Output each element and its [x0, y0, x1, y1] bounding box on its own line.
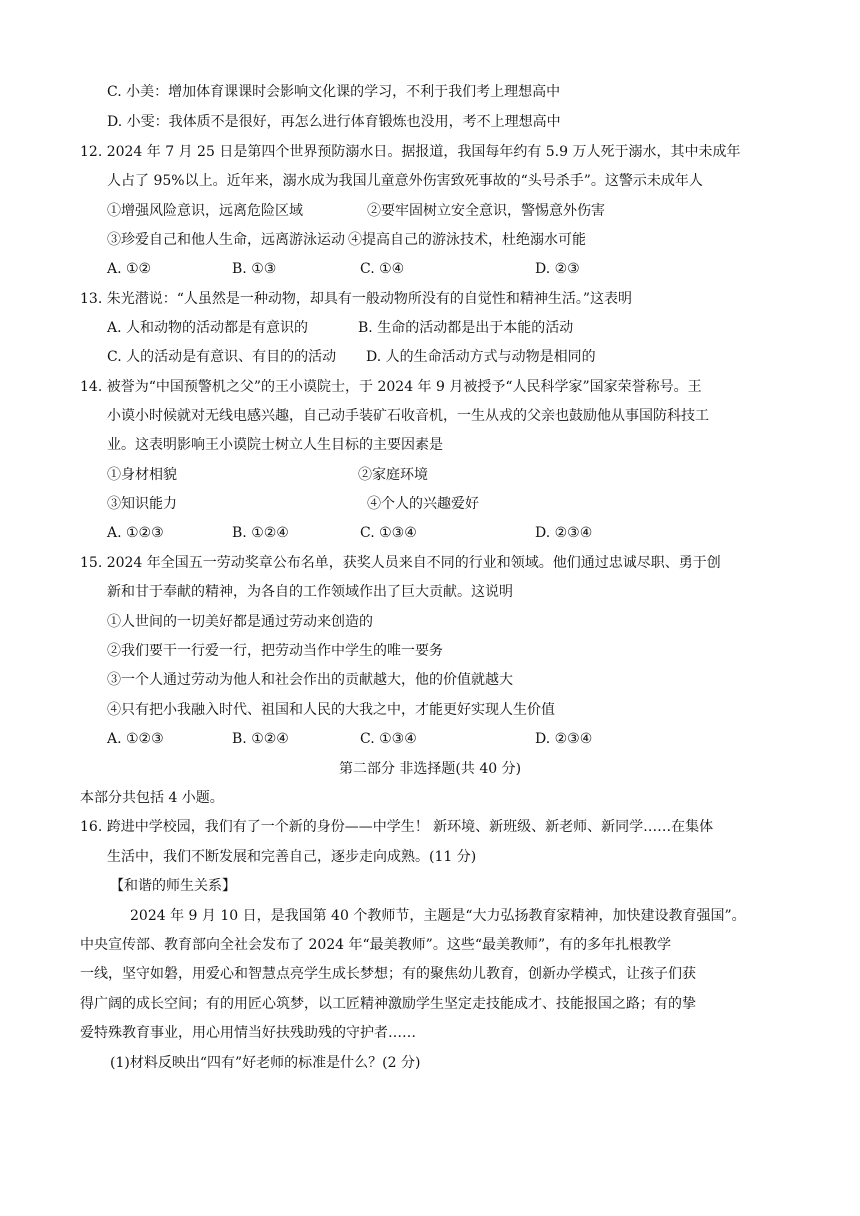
q14-statement-1: ①身材相貌: [107, 467, 177, 483]
q16-subquestion-1: (1)材料反映出“四有”好老师的标准是什么？(2 分): [110, 1055, 421, 1071]
q15-statement-1: ①人世间的一切美好都是通过劳动来创造的: [107, 614, 373, 630]
q14-option-d: D. ②③④: [535, 525, 593, 541]
q14-stem-line3: 业。这表明影响王小谟院士树立人生目标的主要因素是: [107, 437, 443, 453]
q13-option-d: D. 人的生命活动方式与动物是相同的: [366, 349, 596, 365]
q16-stem-line2: 生活中，我们不断发展和完善自己，逐步走向成熟。(11 分): [107, 849, 477, 865]
q14-statement-3: ③知识能力: [107, 496, 177, 512]
q12-option-b: B. ①③: [232, 261, 277, 277]
q16-material-line4: 得广阔的成长空间；有的用匠心筑梦，以工匠精神激励学生坚定走技能成才、技能报国之路；有的挚: [80, 996, 696, 1012]
q15-statement-3: ③一个人通过劳动为他人和社会作出的贡献越大，他的价值就越大: [107, 672, 513, 688]
q15-option-b: B. ①②④: [232, 731, 289, 747]
q15-option-d: D. ②③④: [535, 731, 593, 747]
q16-material-line5: 爱特殊教育事业，用心用情当好扶残助残的守护者……: [80, 1025, 416, 1041]
q12-option-a: A. ①②: [107, 261, 152, 277]
q12-option-c: C. ①④: [360, 261, 405, 277]
q14-statement-2: ②家庭环境: [358, 467, 428, 483]
q16-material-line3: 一线，坚守如磐，用爱心和智慧点亮学生成长梦想；有的聚焦幼儿教育，创新办学模式，让孩子们获: [80, 966, 696, 982]
q12-statement-1: ①增强风险意识，远离危险区域: [107, 203, 303, 219]
q12-statement-4: ④提高自己的游泳技术，杜绝溺水可能: [348, 232, 586, 248]
q15-option-a: A. ①②③: [107, 731, 164, 747]
q12-option-d: D. ②③: [535, 261, 580, 277]
q12-stem-line2: 人占了 95%以上。近年来，溺水成为我国儿童意外伤害致死事故的“头号杀手”。这警示未成年人: [107, 173, 703, 189]
q13-option-c: C. 人的活动是有意识、有目的的活动: [107, 349, 337, 365]
q14-option-c: C. ①③④: [360, 525, 417, 541]
q13-stem: 13. 朱光潜说：“人虽然是一种动物，却具有一般动物所没有的自觉性和精神生活。”这表明: [80, 291, 633, 307]
part2-intro: 本部分共包括 4 小题。: [80, 790, 224, 806]
q11-option-c: C. 小美：增加体育课课时会影响文化课的学习，不利于我们考上理想高中: [107, 84, 561, 100]
q13-option-a: A. 人和动物的活动都是有意识的: [107, 320, 309, 336]
q15-option-c: C. ①③④: [360, 731, 417, 747]
q16-material-line1: 2024 年 9 月 10 日，是我国第 40 个教师节，主题是“大力弘扬教育家精神，加快建设教育强国”。: [130, 908, 746, 924]
q16-material-line2: 中央宣传部、教育部向全社会发布了 2024 年“最美教师”。这些“最美教师”，有的多年扎根教学: [80, 937, 672, 953]
q15-stem-line2: 新和甘于奉献的精神，为各自的工作领域作出了巨大贡献。这说明: [107, 584, 513, 600]
q15-statement-2: ②我们要干一行爱一行，把劳动当作中学生的唯一要务: [107, 643, 443, 659]
part2-title: 第二部分 非选择题(共 40 分): [338, 761, 522, 777]
q12-statement-3: ③珍爱自己和他人生命，远离游泳运动: [107, 232, 345, 248]
q15-stem-line1: 15. 2024 年全国五一劳动奖章公布名单，获奖人员来自不同的行业和领域。他们通过忠诚尽职、勇于创: [80, 555, 721, 571]
q16-stem-line1: 16. 跨进中学校园，我们有了一个新的身份——中学生！ 新环境、新班级、新老师、新同学……在集体: [80, 819, 714, 835]
q16-section-heading: 【和谐的师生关系】: [110, 878, 236, 894]
q14-stem-line1: 14. 被誉为“中国预警机之父”的王小谟院士，于 2024 年 9 月被授予“人民科学家”国家荣誉称号。王: [80, 379, 702, 395]
q15-statement-4: ④只有把小我融入时代、祖国和人民的大我之中，才能更好实现人生价值: [107, 702, 555, 718]
q14-option-a: A. ①②③: [107, 525, 164, 541]
q14-stem-line2: 小谟小时候就对无线电感兴趣，自己动手装矿石收音机，一生从戎的父亲也鼓励他从事国防科技工: [107, 408, 709, 424]
q14-option-b: B. ①②④: [232, 525, 289, 541]
q14-statement-4: ④个人的兴趣爱好: [367, 496, 479, 512]
q12-stem-line1: 12. 2024 年 7 月 25 日是第四个世界预防溺水日。据报道，我国每年约有 5.9 万人死于溺水，其中未成年: [80, 144, 741, 160]
q11-option-d: D. 小雯：我体质不是很好，再怎么进行体育锻炼也没用，考不上理想高中: [107, 114, 561, 130]
q12-statement-2: ②要牢固树立安全意识，警惕意外伤害: [367, 203, 605, 219]
q13-option-b: B. 生命的活动都是出于本能的活动: [358, 320, 574, 336]
